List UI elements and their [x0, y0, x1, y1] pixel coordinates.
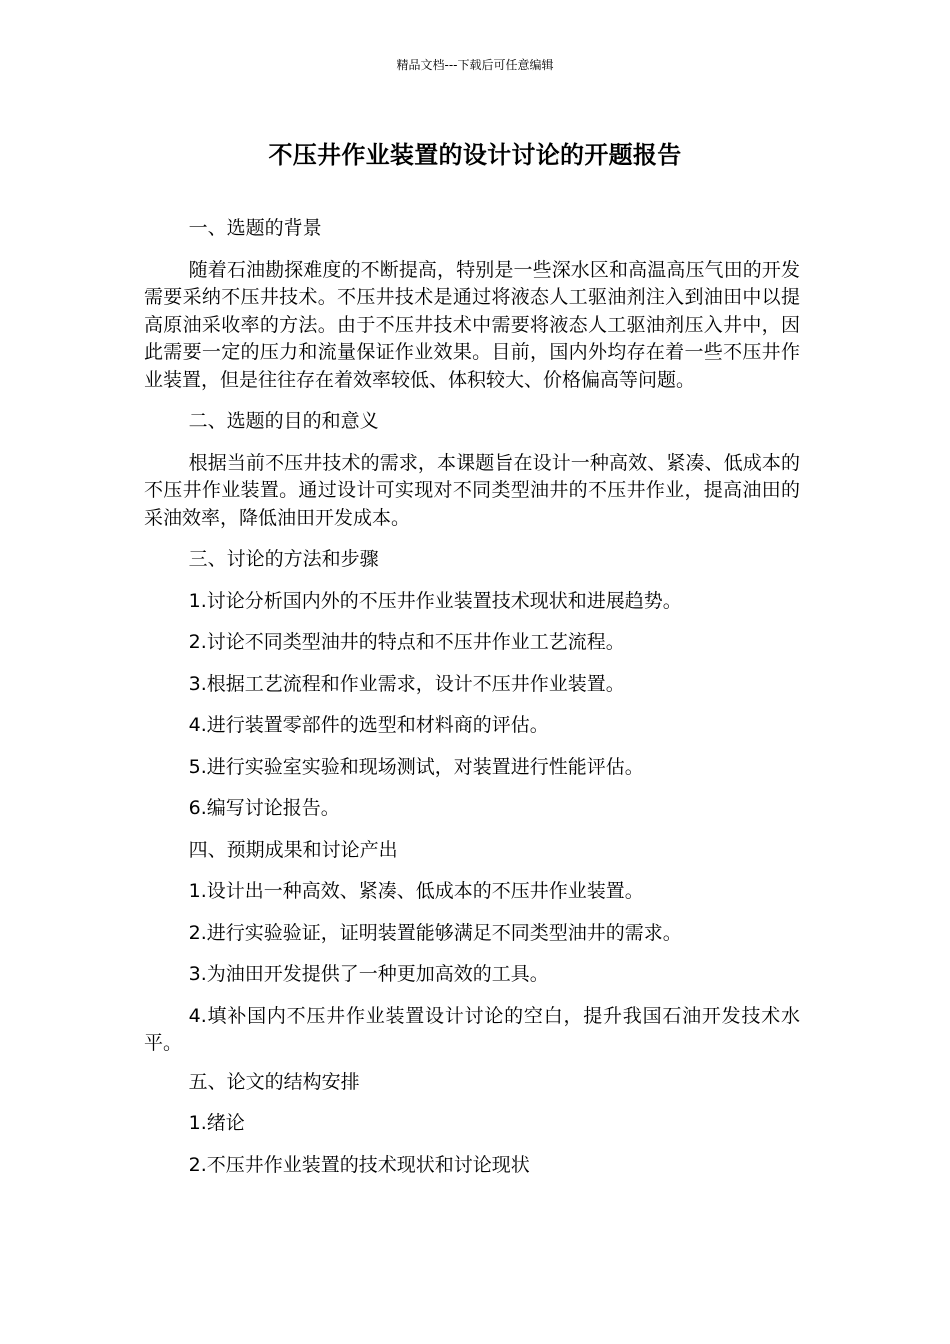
section-heading-outcomes: 四、预期成果和讨论产出	[188, 838, 398, 861]
page-header: 精品文档---下载后可任意编辑	[396, 58, 554, 72]
list-item-method-6: 6.编写讨论报告。	[188, 797, 340, 819]
list-item-outcome-4: 4.填补国内不压井作业装置设计讨论的空白，提升我国石油开发技术水平。	[144, 1004, 800, 1054]
list-item-outcome-3: 3.为油田开发提供了一种更加高效的工具。	[188, 963, 549, 985]
list-item-method-5: 5.进行实验室实验和现场测试，对装置进行性能评估。	[188, 755, 644, 778]
list-item-method-1: 1.讨论分析国内外的不压井作业装置技术现状和进展趋势。	[188, 589, 682, 612]
list-item-structure-2: 2.不压井作业装置的技术现状和讨论现状	[188, 1153, 530, 1176]
section-heading-structure: 五、论文的结构安排	[188, 1070, 360, 1093]
section-heading-methods: 三、讨论的方法和步骤	[188, 548, 379, 570]
section-heading-purpose: 二、选题的目的和意义	[188, 410, 379, 432]
list-item-method-4: 4.进行装置零部件的选型和材料商的评估。	[188, 714, 549, 736]
list-item-outcome-1: 1.设计出一种高效、紧凑、低成本的不压井作业装置。	[188, 880, 644, 902]
list-item-method-3: 3.根据工艺流程和作业需求，设计不压井作业装置。	[188, 672, 625, 695]
document-title: 不压井作业装置的设计讨论的开题报告	[268, 141, 682, 169]
list-item-outcome-2: 2.进行实验验证，证明装置能够满足不同类型油井的需求。	[188, 921, 682, 944]
paragraph-background: 随着石油勘探难度的不断提高，特别是一些深水区和高温高压气田的开发需要采纳不压井技术。不压井技术是通过将液态人工驱油剂注入到油田中以提高原油采收率的方法。由于不压井技术中需要将液态人工驱油剂压入井中，因此需要一定的压力和流量保证作业效果。目前，国内外均存在着一些不压井作业装置，但是往往存在着效率较低、体积较大、价格偏高等问题。	[144, 258, 800, 391]
list-item-method-2: 2.讨论不同类型油井的特点和不压井作业工艺流程。	[188, 631, 625, 653]
paragraph-purpose: 根据当前不压井技术的需求，本课题旨在设计一种高效、紧凑、低成本的不压井作业装置。通过设计可实现对不同类型油井的不压井作业，提高油田的采油效率，降低油田开发成本。	[144, 451, 800, 529]
document-body	[144, 215, 800, 1193]
section-heading-background: 一、选题的背景	[188, 217, 322, 239]
list-item-structure-1: 1.绪论	[188, 1112, 245, 1134]
